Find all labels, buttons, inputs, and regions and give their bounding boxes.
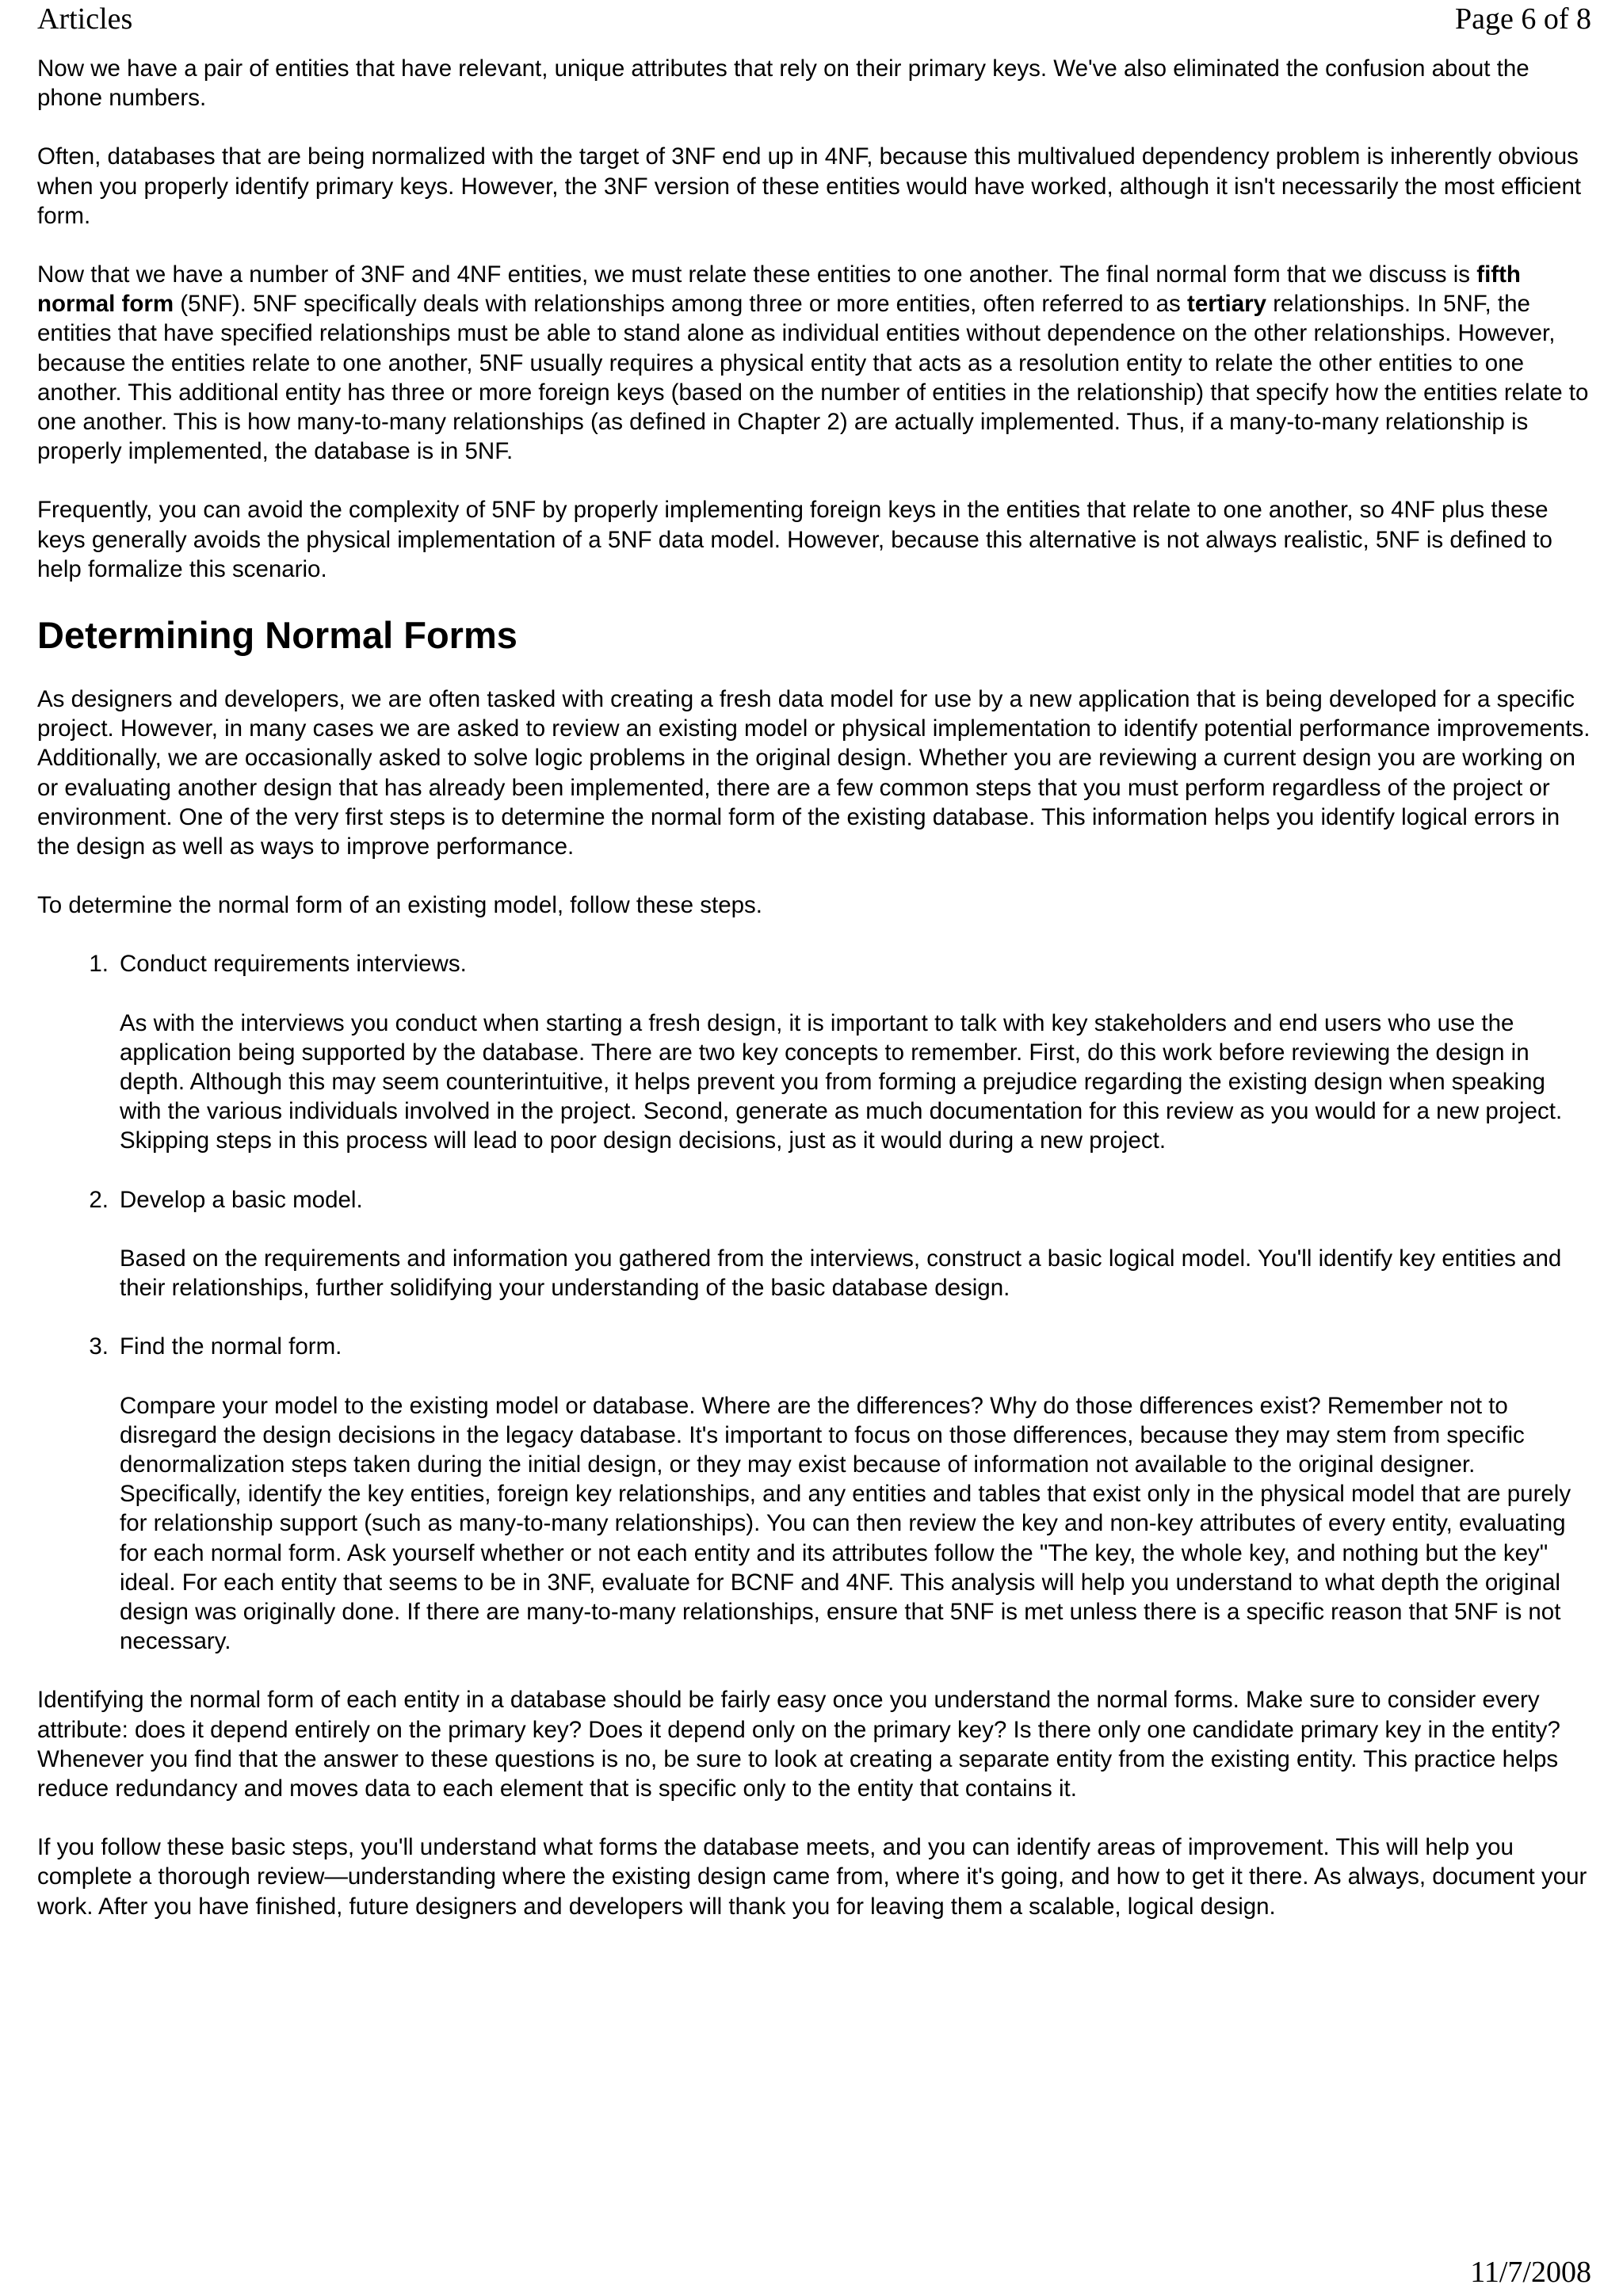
paragraph-designers-developers: As designers and developers, we are often tasked with creating a fresh data model for use by a new application that is being developed for a specific project. However, in many cases we are asked to review an existing model or physical implementation to identify potential performance improvements. Additionally, we are occasionally asked to solve logic problems in the original design. Whether you are reviewing a current design you are working on or evaluating another design that has already been implemented, there are a few common steps that you must perform regardless of the project or environment. One of the very first steps is to determine the normal form of the existing database. This information helps you identify logical errors in the design as well as ways to improve performance.: [37, 686, 1591, 860]
step-title: Conduct requirements interviews.: [120, 951, 467, 978]
step-title: Find the normal form.: [120, 1333, 342, 1360]
page-footer-date: 11/7/2008: [1470, 2256, 1591, 2289]
paragraph-4nf-target: Often, databases that are being normalized with the target of 3NF end up in 4NF, because this multivalued dependency problem is inherently obvious when you properly identify primary keys. However, the 3NF version of these entities would have worked, although it isn't necessarily the most efficient form.: [37, 143, 1582, 229]
step-number: 3.: [89, 1333, 109, 1360]
list-item: [89, 1332, 1593, 1656]
section-heading: Determining Normal Forms: [37, 614, 517, 657]
list-item: [89, 949, 1593, 1155]
paragraph-basic-steps: If you follow these basic steps, you'll understand what forms the database meets, and you can identify areas of improvement. This will help you complete a thorough review—understanding where the existing design came from, where it's going, and how to get it there. As always, document your work. After you have finished, future designers and developers will thank you for leaving them a scalable, logical design.: [37, 1834, 1587, 1920]
bold-term-fifth-normal-form: fifth normal form: [37, 261, 1521, 318]
step-number: 2.: [89, 1186, 109, 1213]
header-page-indicator: Page 6 of 8: [1454, 2, 1591, 36]
paragraph-5nf-text-3: relationships. In 5NF, the entities that have specified relationships must be able to stand alone as individual entities without dependence on the other relationships. However, because the entities relate to one another, 5NF usually requires a physical entity that acts as a resolution entity to relate the other entities to one another. This additional entity has three or more foreign keys (based on the number of entities in the relationship) that specify how the entities relate to one another. This is how many-to-many relationships (as defined in Chapter 2) are actually implemented. Thus, if a many-to-many relationship is properly implemented, the database is in 5NF.: [37, 291, 1589, 465]
paragraph-entities-pair: Now we have a pair of entities that have relevant, unique attributes that rely on their primary keys. We've also eliminated the confusion about the phone numbers.: [37, 55, 1529, 112]
step-description: Based on the requirements and information you gathered from the interviews, construct a basic logical model. You'll identify key entities and their relationships, further solidifying your understanding of the basic database design.: [120, 1245, 1562, 1302]
list-item: [89, 1185, 1593, 1303]
article-body: [37, 54, 1593, 1951]
paragraph-frequently: Frequently, you can avoid the complexity of 5NF by properly implementing foreign keys in the entities that relate to one another, so 4NF plus these keys generally avoids the physical implementation of a 5NF data model. However, because this alternative is not always realistic, 5NF is defined to help formalize this scenario.: [37, 497, 1552, 582]
paragraph-5nf-text-1: Now that we have a number of 3NF and 4NF entities, we must relate these entities to one another. The final normal form that we discuss is: [37, 261, 1477, 288]
header-section-title: Articles: [37, 2, 133, 36]
paragraph-5nf-text-2: (5NF). 5NF specifically deals with relationships among three or more entities, often referred to as: [174, 291, 1187, 318]
step-description: Compare your model to the existing model or database. Where are the differences? Why do those differences exist? Remember not to disregard the design decisions in the legacy database. It's important to focus on those differences, because they may stem from specific denormalization steps taken during the initial design, or they may exist because of information not available to the original designer. Specifically, identify the key entities, foreign key relationships, and any entities and tables that exist only in the physical model that are purely for relationship support (such as many-to-many relationships). You can then review the key and non-key attributes of every entity, evaluating for each normal form. Ask yourself whether or not each entity and its attributes follow the "The key, the whole key, and nothing but the key" ideal. For each entity that seems to be in 3NF, evaluate for BCNF and 4NF. This analysis will help you understand to what depth the original design was originally done. If there are many-to-many relationships, ensure that 5NF is met unless there is a specific reason that 5NF is not necessary.: [120, 1392, 1571, 1655]
step-number: 1.: [89, 951, 109, 978]
step-description: As with the interviews you conduct when starting a fresh design, it is important to talk with key stakeholders and end users who use the application being supported by the database. There are two key concepts to remember. First, do this work before reviewing the design in depth. Although this may seem counterintuitive, it helps prevent you from forming a prejudice regarding the existing design when speaking with the various individuals involved in the project. Second, generate as much documentation for this review as you would for a new project. Skipping steps in this process will lead to poor design decisions, just as it would during a new project.: [120, 1009, 1563, 1154]
paragraph-fifth-normal-form: [37, 260, 1593, 466]
page-header: [37, 0, 1591, 38]
step-title: Develop a basic model.: [120, 1186, 363, 1213]
steps-list: [37, 949, 1593, 1656]
paragraph-identifying-normal-form: Identifying the normal form of each entity in a database should be fairly easy once you understand the normal forms. Make sure to consider every attribute: does it depend entirely on the primary key? Does it depend only on the primary key? Is there only one candidate primary key in the entity? Whenever you find that the answer to these questions is no, be sure to look at creating a separate entity from the existing entity. This practice helps reduce redundancy and moves data to each element that is specific only to the entity that contains it.: [37, 1687, 1560, 1802]
paragraph-follow-steps: To determine the normal form of an existing model, follow these steps.: [37, 892, 762, 919]
bold-term-tertiary: tertiary: [1187, 291, 1267, 318]
